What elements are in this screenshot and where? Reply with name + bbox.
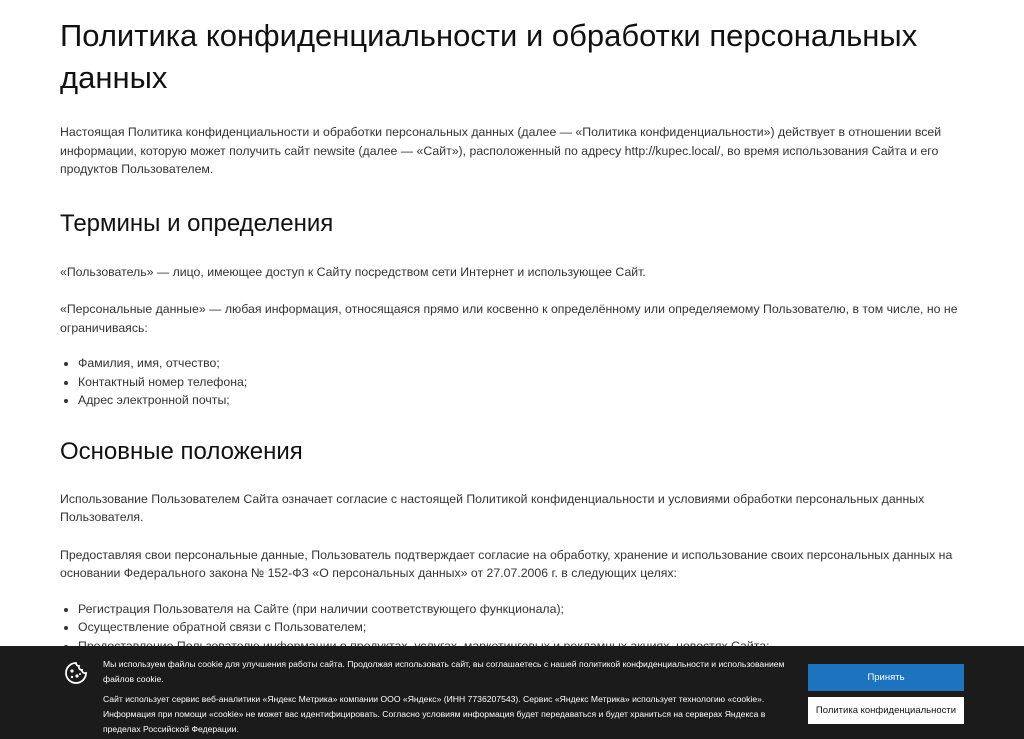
privacy-policy-button[interactable]: Политика конфиденциальности xyxy=(808,697,964,724)
cookie-icon xyxy=(64,661,88,685)
user-definition: «Пользователь» — лицо, имеющее доступ к Сайту посредством сети Интернет и использующее Сайт. xyxy=(60,264,646,279)
cookie-notice: Мы используем файлы cookie для улучшения работы сайта. Продолжая использовать сайт, вы соглашаетесь с нашей политикой конфиденциальности и использованием файлов cookie. xyxy=(103,659,785,684)
personal-data-list xyxy=(60,354,970,410)
page-title: Политика конфиденциальности и обработки персональных данных xyxy=(60,18,918,95)
terms-heading: Термины и определения xyxy=(60,209,334,237)
accept-button[interactable]: Принять xyxy=(808,664,964,691)
intro-paragraph: Настоящая Политика конфиденциальности и обработки персональных данных (далее — «Политика конфиденциальности») действует в отношении всей информации, которую может получить сайт newsite (далее — «Сайт»), расположенный по адресу http://kupec.local/, во время использования Сайта и его продуктов Пользователем. xyxy=(60,125,942,176)
list-item: • Адрес электронной почты; xyxy=(78,391,970,410)
list-item: • Осуществление обратной связи с Пользователем; xyxy=(78,618,970,637)
metrika-notice: Сайт использует сервис веб-аналитики «Яндекс Метрика» компании ООО «Яндекс» (ИНН 7736207543). Сервис «Яндекс Метрика» использует технологию «cookie». Информация при помощи «cookie» не может вас идентифицировать. Согласно условиям информация будет передаваться и будет храниться на серверах Яндекса в пределах Российской Федерации. xyxy=(103,694,766,734)
list-item: • Контактный номер телефона; xyxy=(78,373,970,392)
cookie-banner xyxy=(0,646,1024,739)
consent-paragraph: Использование Пользователем Сайта означает согласие с настоящей Политикой конфиденциальности и условиями обработки персональных данных Пользователя. xyxy=(60,491,925,525)
personal-data-definition: «Персональные данные» — любая информация, относящаяся прямо или косвенно к определённому или определяемому Пользователю, в том числе, но не ограничиваясь: xyxy=(60,302,958,335)
list-item: • Регистрация Пользователя на Сайте (при наличии соответствующего функционала); xyxy=(78,600,970,619)
main-provisions-heading: Основные положения xyxy=(60,437,303,465)
list-item: • Фамилия, имя, отчество; xyxy=(78,354,970,373)
purposes-paragraph: Предоставляя свои персональные данные, Пользователь подтверждает согласие на обработку, хранение и использование своих персональных данных на основании Федерального закона № 152-ФЗ «О персональных данных» от 27.07.2006 г. в следующих целях: xyxy=(60,547,953,581)
policy-content xyxy=(60,0,970,656)
cookie-text xyxy=(103,657,793,737)
